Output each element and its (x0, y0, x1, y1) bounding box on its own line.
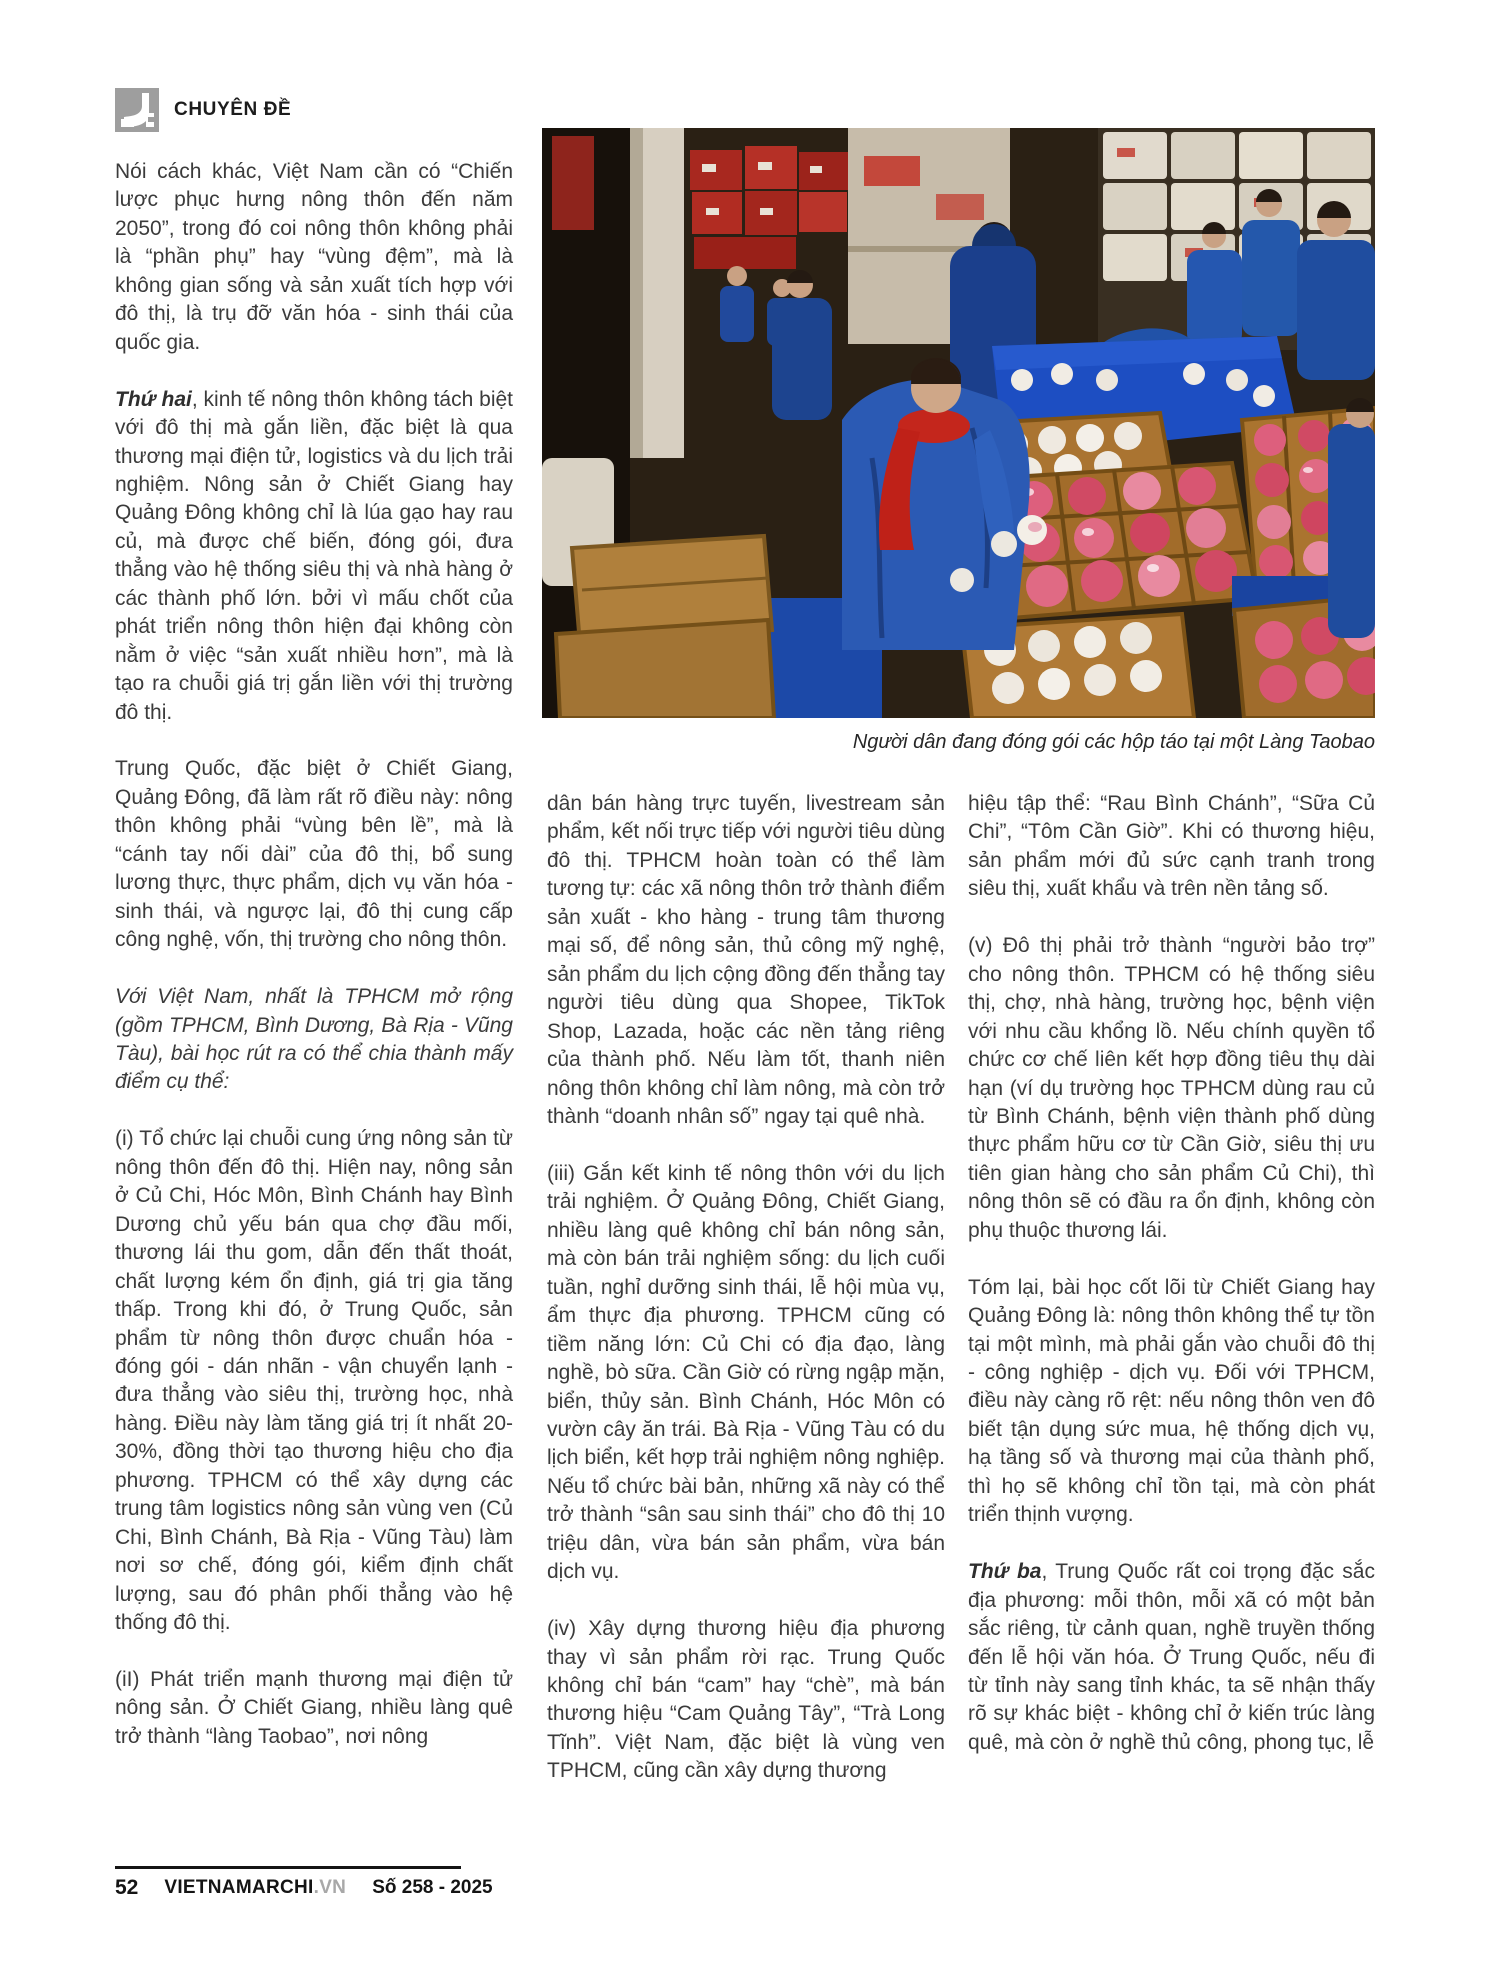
paragraph: (i) Tổ chức lại chuỗi cung ứng nông sản từ nông thôn đến đô thị. Hiện nay, nông sản ở Củ Chi, Hóc Môn, Bình Chánh hay Bình Dương chủ yếu bán qua chợ đầu mối, thương lái thu gom, dẫn đến thất thoát, chất lượng kém ổn định, giá trị gia tăng thấp. Trong khi đó, ở Trung Quốc, sản phẩm từ nông thôn được chuẩn hóa - đóng gói - dán nhãn - vận chuyển lạnh - đưa thẳng vào siêu thị, trường học, nhà hàng. Điều này làm tăng giá trị ít nhất 20-30%, đồng thời tạo thương hiệu cho địa phương. TPHCM có thể xây dựng các trung tâm logistics nông sản vùng ven (Củ Chi, Bình Chánh, Bà Rịa - Vũng Tàu) làm nơi sơ chế, đóng gói, kiểm định chất lượng, sau đó phân phối thẳng vào hệ thống đô thị. (115, 1127, 513, 1635)
paragraph: Tóm lại, bài học cốt lõi từ Chiết Giang hay Quảng Đông là: nông thôn không thể tự tồn tại một mình, mà phải gắn vào chuỗi đô thị - công nghiệp - dịch vụ. Đối với TPHCM, điều này càng rõ rệt: nếu nông thôn ven đô biết tận dụng sức mua, hệ thống dịch vụ, hạ tầng số và thương mại của thành phố, thì họ sẽ không chỉ tồn tại, mà còn phát triển thịnh vượng. (968, 1275, 1375, 1527)
article-photo (542, 128, 1375, 718)
paragraph: (v) Đô thị phải trở thành “người bảo trợ” cho nông thôn. TPHCM có hệ thống siêu thị, chợ, nhà hàng, trường học, bệnh viện với nhu cầu khổng lồ. Nếu chính quyền tổ chức cơ chế liên kết hợp đồng tiêu thụ dài hạn (ví dụ trường học TPHCM dùng rau củ từ Bình Chánh, bệnh viện thành phố dùng thực phẩm hữu cơ từ Cần Giờ, siêu thị ưu tiên gian hàng cho sản phẩm Củ Chi), thì nông thôn sẽ có đầu ra ổn định, không còn phụ thuộc thương lái. (968, 934, 1375, 1242)
brand-logo-icon (115, 88, 159, 132)
paragraph: (iv) Xây dựng thương hiệu địa phương thay vì sản phẩm rời rạc. Trung Quốc không chỉ bán “cam” hay “chè”, mà bán thương hiệu “Cam Quảng Tây”, “Trà Long Tĩnh”. Việt Nam, đặc biệt là vùng ven TPHCM, cũng cần xây dựng thương (547, 1617, 945, 1783)
warehouse-apple-packing-illustration (542, 128, 1375, 718)
paragraph: (iii) Gắn kết kinh tế nông thôn với du lịch trải nghiệm. Ở Quảng Đông, Chiết Giang, nhiều làng quê không chỉ bán nông sản, mà còn bán trải nghiệm sống: du lịch cuối tuần, nghỉ dưỡng sinh thái, lễ hội mùa vụ, ẩm thực địa phương. TPHCM cũng có tiềm năng lớn: Củ Chi có địa đạo, làng nghề, bò sữa. Cần Giờ có rừng ngập mặn, biển, thủy sản. Bình Chánh, Hóc Môn có vườn cây ăn trái. Bà Rịa - Vũng Tàu có du lịch biển, kết hợp trải nghiệm nông nghiệp. Nếu tổ chức bài bản, những xã này có thể trở thành “sân sau sinh thái” cho đô thị 10 triệu dân, vừa bán sản phẩm, vừa bán dịch vụ. (547, 1161, 945, 1584)
section-title: CHUYÊN ĐỀ (174, 99, 292, 120)
brand-suffix: .VN (313, 1877, 347, 1898)
paragraph: hiệu tập thể: “Rau Bình Chánh”, “Sữa Củ Chi”, “Tôm Cần Giờ”. Khi có thương hiệu, sản phẩm mới đủ sức cạnh tranh trong siêu thị, xuất khẩu và trên nền tảng số. (968, 792, 1375, 901)
page-header (115, 88, 291, 132)
foreground-right-worker (1328, 398, 1375, 638)
paragraph-lead: Thứ ba (968, 1560, 1042, 1584)
paragraph: Thứ ba, Trung Quốc rất coi trọng đặc sắc địa phương: mỗi thôn, mỗi xã có một bản sắc riêng, từ cảnh quan, nghề truyền thống đến lễ hội văn hóa. Ở Trung Quốc, nếu đi từ tỉnh này sang tỉnh khác, ta sẽ nhận thấy rõ sự khác biệt - không chỉ ở kiến trúc làng quê, mà còn ở nghề thủ công, phong tục, lễ (968, 1560, 1375, 1754)
article-column-2 (547, 790, 945, 1786)
article-column-1 (115, 158, 513, 1751)
paragraph-lead: Thứ hai (115, 387, 192, 411)
paragraph: Thứ hai, kinh tế nông thôn không tách biệt với đô thị mà gắn liền, đặc biệt là qua thương mại điện tử, logistics và du lịch trải nghiệm. Nông sản ở Chiết Giang hay Quảng Đông không chỉ là lúa gạo hay rau củ, mà được chế biến, đóng gói, đưa thẳng vào hệ thống siêu thị và nhà hàng ở các thành phố lớn. bởi vì mấu chốt của phát triển nông thôn hiện đại không còn nằm ở việc “sản xuất nhiều hơn”, mà là tạo ra chuỗi giá trị gắn liền với thị trường đô thị. (115, 387, 513, 724)
issue-number: Số 258 - 2025 (372, 1877, 493, 1898)
paragraph: Trung Quốc, đặc biệt ở Chiết Giang, Quảng Đông, đã làm rất rõ điều này: nông thôn không phải “vùng bên lề”, mà là “cánh tay nối dài” của đô thị, bổ sung lương thực, thực phẩm, dịch vụ văn hóa - sinh thái, và ngược lại, đô thị cung cấp công nghệ, vốn, thị trường cho nông thôn. (115, 757, 513, 952)
photo-caption: Người dân đang đóng gói các hộp táo tại một Làng Taobao (852, 731, 1375, 753)
paragraph: (iI) Phát triển mạnh thương mại điện tử nông sản. Ở Chiết Giang, nhiều làng quê trở thành “làng Taobao”, nơi nông (115, 1667, 513, 1748)
brand-name: VIETNAMARCHI.VN (164, 1877, 347, 1898)
page-number: 52 (115, 1876, 139, 1899)
page-footer (115, 1866, 493, 1900)
paragraph: dân bán hàng trực tuyến, livestream sản phẩm, kết nối trực tiếp với người tiêu dùng đô thị. TPHCM hoàn toàn có thể làm tương tự: các xã nông thôn trở thành điểm sản xuất - kho hàng - trung tâm thương mại số, để nông sản, thủ công mỹ nghệ, sản phẩm du lịch cộng đồng đến thẳng tay người tiêu dùng qua Shopee, TikTok Shop, Lazada, hoặc các nền tảng riêng của thành phố. Nếu làm tốt, thanh niên nông thôn không chỉ làm nông, mà còn trở thành “doanh nhân số” ngay tại quê nhà. (547, 792, 945, 1128)
paragraph: Nói cách khác, Việt Nam cần có “Chiến lược phục hưng nông thôn đến năm 2050”, trong đó coi nông thôn không phải là “phần phụ” hay “vùng đệm”, mà là không gian sống và sản xuất tích hợp với đô thị, là trụ đỡ văn hóa - sinh thái của quốc gia. (115, 160, 513, 354)
article-column-3 (968, 790, 1375, 1757)
paragraph-italic: Với Việt Nam, nhất là TPHCM mở rộng (gồm TPHCM, Bình Dương, Bà Rịa - Vũng Tàu), bài học rút ra có thể chia thành mấy điểm cụ thể: (115, 985, 513, 1094)
